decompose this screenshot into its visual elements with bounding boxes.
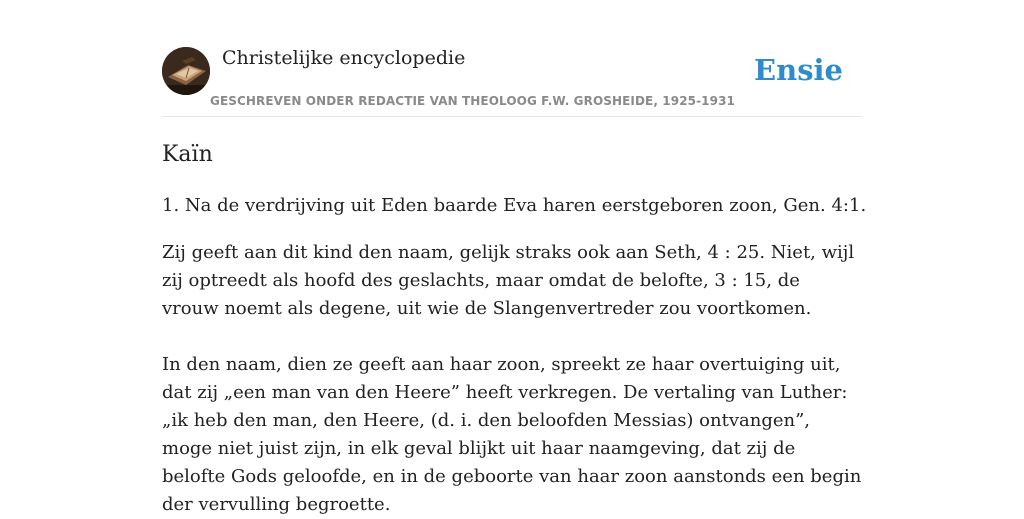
site-header bbox=[162, 46, 862, 117]
article-title: Kaïn bbox=[162, 142, 213, 167]
article-paragraph-2: Zij geeft aan dit kind den naam, gelijk straks ook aan Seth, 4 : 25. Niet, wijl zij optreedt als hoofd des geslachts, maar omdat de belofte, 3 : 15, de vrouw noemt als degene, uit wie de Slangenvertreder zou voortkomen. bbox=[162, 242, 855, 319]
book-photo-icon bbox=[162, 47, 210, 95]
article-paragraph-3: In den naam, dien ze geeft aan haar zoon, spreekt ze haar overtuiging uit, dat zij „een man van den Heere” heeft verkregen. De vertaling van Luther: „ik heb den man, den Heere, (d. i. den beloofden Messias) ontvangen”, moge niet juist zijn, in elk geval blijkt uit haar naamgeving, dat zij de belofte Gods geloofde, en in de geboorte van haar zoon aanstonds een begin der vervulling begroette. bbox=[162, 354, 862, 515]
site-name[interactable]: Christelijke encyclopedie bbox=[222, 47, 466, 69]
encyclopedia-avatar[interactable] bbox=[162, 47, 210, 95]
ensie-logo[interactable]: Ensie bbox=[754, 53, 843, 87]
page bbox=[162, 0, 867, 515]
site-subtitle: GESCHREVEN ONDER REDACTIE VAN THEOLOOG F.W. GROSHEIDE, 1925-1931 bbox=[210, 94, 735, 108]
article-paragraph-1: 1. Na de verdrijving uit Eden baarde Eva haren eerstgeboren zoon, Gen. 4:1. bbox=[162, 195, 867, 216]
